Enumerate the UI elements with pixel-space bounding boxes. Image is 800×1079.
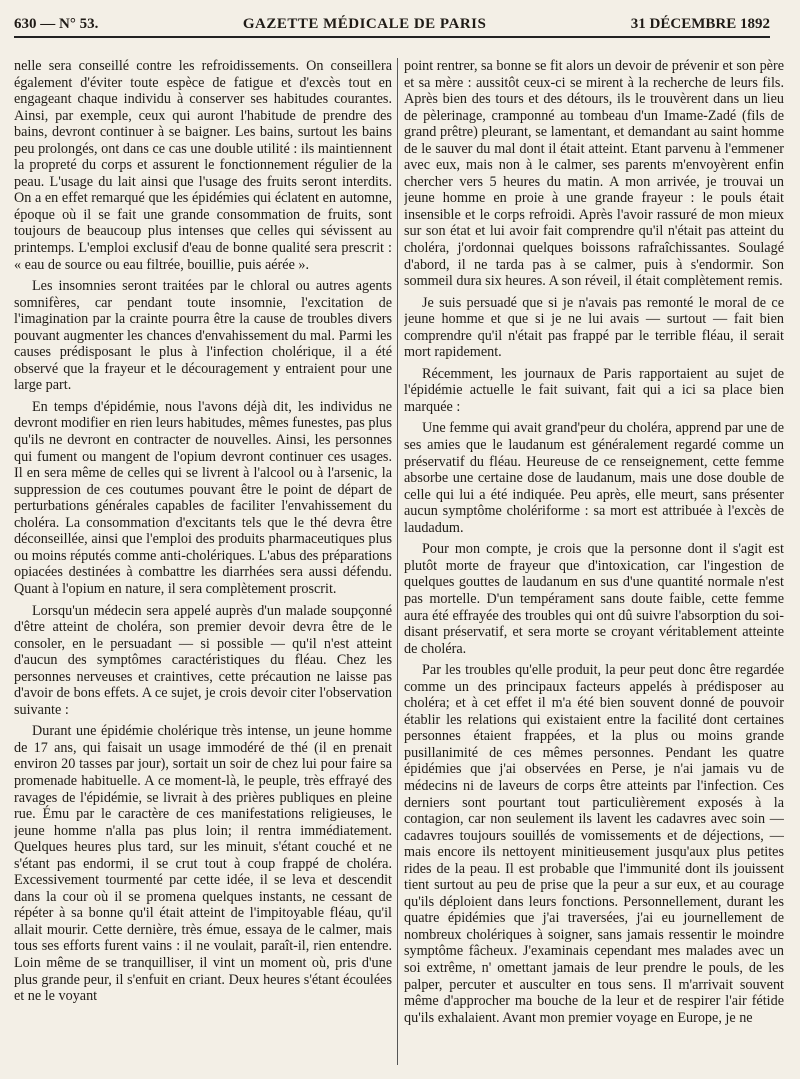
left-column: [14, 58, 392, 1071]
page-number: 630 — N° 53.: [14, 15, 99, 32]
paragraph: En temps d'épidémie, nous l'avons déjà dit, les individus ne devront modifier en rien leurs habitudes, mêmes funestes, pas plus qu'ils ne devront en contracter de nouvelles. Ainsi, les personnes qui fument ou mangent de l'opium devront continuer ces usages. Il en sera même de celles qui se livrent à l'alcool ou à l'arsenic, la suppression de ces coutumes pouvant être le point de départ de perturbations générales capables de faciliter l'envahissement du choléra. La consommation d'excitants tels que le thé devra être déconseillée, ainsi que l'emploi des produits pharmaceutiques plus ou moins réputés comme anti-cholériques. L'abus des préparations opiacées destinées à combattre les diarrhées sera aussi défendu. Quant à l'opium en nature, il sera complètement proscrit.: [14, 398, 392, 597]
column-divider: [397, 58, 398, 1065]
paragraph: nelle sera conseillé contre les refroidissements. On conseillera également d'éviter toute espèce de fatigue et d'excès tout en engageant chaque individu à conserver ses habitudes courantes. Ainsi, par exemple, ceux qui auront l'habitude de prendre des bains, devront continuer à se baigner. Les bains, surtout les bains peu prolongés, ont dans ce cas une double utilité : ils maintiennent la propreté du corps et assurent le fonctionnement régulier de la peau. L'usage du lait ainsi que l'usage des fruits seront interdits. On a en effet remarqué que les épidémies qui éclatent en automne, époque où il se fait une grande consommation de fruits, sont toujours de beaucoup plus intenses que celles qui sévissent au printemps. L'emploi exclusif d'eau de bonne qualité sera prescrit : « eau de source ou eau filtrée, bouillie, puis aérée ».: [14, 58, 392, 273]
paragraph: Lorsqu'un médecin sera appelé auprès d'un malade soupçonné d'être atteint de choléra, son premier devoir devra être de le consoler, en le persuadant — si possible — qu'il n'est atteint d'aucun des symptômes caractéristiques du fléau. Chez les personnes nerveuses et craintives, cette précaution ne laisse pas d'avoir de bons effets. A ce sujet, je crois devoir citer l'observation suivante :: [14, 602, 392, 718]
paragraph: point rentrer, sa bonne se fit alors un devoir de prévenir et son père et sa mère : aussitôt ceux-ci se mirent à la recherche de leurs fils. Après bien des tours et des détours, ils le trouvèrent dans un lieu de pèlerinage, cramponné au tombeau d'un Imame-Zadé (fils de grand prêtre) pleurant, se lamentant, et demandant au saint homme de le sauver du mal dont il était atteint. Etant parvenu à l'emmener avec eux, mais non à le calmer, ses parents m'envoyèrent enfin chercher vers 5 heures du matin. A mon arrivée, je trouvai un jeune homme en proie à une grande frayeur : le pouls était insensible et le corps refroidi. Après l'avoir rassuré de mon mieux sur son état et lui avoir fait comprendre qu'il n'était pas atteint du choléra, j'ordonnai quelques boissons rafraîchissantes. Soulagé d'abord, il ne tarda pas à se calmer, puis à s'endormir. Son sommeil dura six heures. A son réveil, il était complètement remis.: [404, 58, 784, 290]
paragraph: Durant une épidémie cholérique très intense, un jeune homme de 17 ans, qui faisait un usage immodéré de thé (il en prenait environ 20 tasses par jour), sortait un soir de chez lui pour faire sa promenade habituelle. A ce moment-là, le peuple, très effrayé des ravages de l'épidémie, se livrait à des prières publiques en pleine rue. Ému par le caractère de ces manifestations religieuses, le jeune homme n'alla pas plus loin; il rentra immédiatement. Quelques heures plus tard, sur les minuit, s'étant couché et ne s'étant pas endormi, il se crut tout à coup frappé de choléra. Excessivement tourmenté par cette idée, il se leva et descendit dans la cour où il se promena quelques instants, ne cessant de répéter à sa bonne qu'il était atteint de l'impitoyable fléau, qu'il allait mourir. Cette dernière, très émue, essaya de le calmer, mais tous ses efforts furent vains : il ne voulait, paraît-il, rien entendre. Loin même de se tranquilliser, il vint un moment où, pris d'une plus grande peur, il s'enfuit en criant. Deux heures s'étant écoulées et ne le voyant: [14, 723, 392, 1005]
paragraph: Les insomnies seront traitées par le chloral ou autres agents somnifères, car pendant toute insomnie, l'excitation de l'imagination par la crainte pourra être la cause de troubles divers pouvant augmenter les chances d'envahissement du mal. Parmi les causes prédisposant le plus à l'infection cholérique, il a été observé que la frayeur et le découragement y entraient pour une large part.: [14, 278, 392, 394]
right-column: [404, 58, 784, 1071]
paragraph: Par les troubles qu'elle produit, la peur peut donc être regardée comme un des principaux facteurs appelés à prédisposer au choléra; et à cet effet il m'a été bien souvent donné de pouvoir établir les relations qui existaient entre la facilité dont certaines personnes étaient frappées, et la plus ou moins grande pusillanimité de ces mêmes personnes. Pendant les quatre épidémies que j'ai observées en Perse, je n'ai jamais vu de médecins ni de laveurs de corps être atteints par l'infection. Ces derniers sont pourtant tout particulièrement exposés à la contagion, car non seulement ils lavent les cadavres avec soin — cadavres toujours souillés de vomissements et de déjections, — mais encore ils nettoyent minitieusement jusqu'aux plus petites rides de la peau. Il est probable que l'immunité dont ils jouissent tient surtout au peu de prise que la peur a sur eux, et au courage qu'ils déploient dans leurs fonctions. Personnellement, durant les quatre épidémies que j'ai traversées, j'ai eu journellement de nombreux cholériques à soigner, sans jamais ressentir le moindre symptôme fâcheux. J'examinais cependant mes malades avec un soi extrême, n' omettant jamais de leur prendre le pouls, de les palper, percuter et ausculter en tous sens. Il m'arrivait souvent même d'approcher ma bouche de la leur et de respirer l'air fétide qu'ils exhalaient. Avant mon premier voyage en Europe, je ne: [404, 662, 784, 1026]
journal-title: GAZETTE MÉDICALE DE PARIS: [242, 15, 487, 32]
paragraph: Récemment, les journaux de Paris rapportaient au sujet de l'épidémie actuelle le fait suivant, fait qui a ici sa place bien marquée :: [404, 365, 784, 415]
paragraph: Une femme qui avait grand'peur du choléra, apprend par une de ses amies que le laudanum est généralement regardé comme un préservatif du fléau. Heureuse de ce renseignement, cette femme absorbe une certaine dose de laudanum, mais une dose double de celle qui lui a été indiquée. Peu après, elle meurt, sans présenter aucun symptôme cholériforme : sa mort est attribuée à l'excès de laudadum.: [404, 420, 784, 536]
page-header: [14, 12, 770, 38]
paragraph: Je suis persuadé que si je n'avais pas remonté le moral de ce jeune homme et que si je ne lui avais — surtout — fait bien comprendre qu'il n'était pas frappé par le terrible fléau, il serait mort rapidement.: [404, 294, 784, 361]
paragraph: Pour mon compte, je crois que la personne dont il s'agit est plutôt morte de frayeur que d'intoxication, car l'ingestion de quelques gouttes de laudanum en sus d'une quantité normale n'est pas mortelle. D'un tempérament sans doute faible, cette femme aura été effrayée des troubles qui ont dû suivre l'absorption du soi-disant préservatif, et sera morte se croyant véritablement atteinte de choléra.: [404, 541, 784, 657]
issue-date: 31 DÉCEMBRE 1892: [630, 15, 770, 32]
